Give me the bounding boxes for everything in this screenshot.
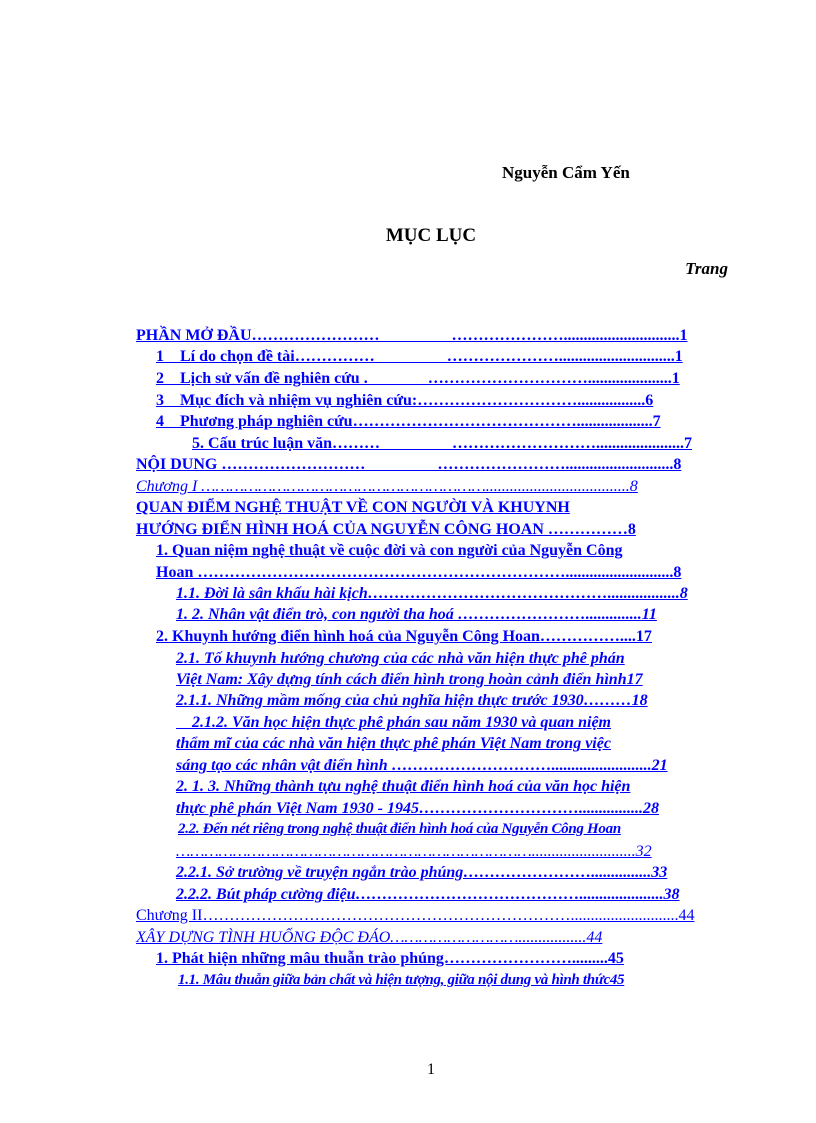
toc-entry-ch2-1-1[interactable]: 1.1. Mâu thuẫn giữa bản chất và hiện tượng, giữa nội dung và hình thức45 xyxy=(178,972,625,988)
toc-entry-2-2[interactable]: 2.2. Đến nét riêng trong nghệ thuật điển hình hoá của Nguyễn Công Hoan xyxy=(178,821,621,837)
toc-entry-chapter-1-title[interactable]: QUAN ĐIỂM NGHỆ THUẬT VỀ CON NGƯỜI VÀ KHUYNH xyxy=(136,499,570,516)
toc-entry-1[interactable]: 1 Lí do chọn đề tài…………… ………………….............................1 xyxy=(156,348,683,365)
toc-entry-2-main[interactable]: 2. Khuynh hướng điển hình hoá của Nguyễn Công Hoan……………....17 xyxy=(156,628,652,645)
toc-entry-2-1-2-cont2[interactable]: sáng tạo các nhân vật điển hình ………………………….........................21 xyxy=(176,757,668,774)
toc-entry-5[interactable]: 5. Cấu trúc luận văn……… ………………………......................7 xyxy=(192,435,693,452)
page-number: 1 xyxy=(427,1061,435,1078)
toc-entry-2[interactable]: 2 Lịch sử vấn đề nghiên cứu . ………………………….....................1 xyxy=(156,370,680,387)
toc-entry-2-1-2[interactable]: 2.1.2. Văn học hiện thực phê phán sau năm 1930 và quan niệm xyxy=(176,714,611,731)
toc-entry-ch2-1[interactable]: 1. Phát hiện những mâu thuẫn trào phúng…………………….........45 xyxy=(156,950,624,967)
toc-entry-chapter-1-title-cont[interactable]: HƯỚNG ĐIỂN HÌNH HOÁ CỦA NGUYỄN CÔNG HOAN ……………8 xyxy=(136,521,636,538)
toc-entry-2-2-2[interactable]: 2.2.2. Bút pháp cường điệu…………………………………….....................38 xyxy=(176,886,680,903)
toc-entry-1-1[interactable]: 1. Quan niệm nghệ thuật về cuộc đời và con người của Nguyễn Công xyxy=(156,542,623,559)
toc-entry-2-2-1[interactable]: 2.2.1. Sở trường về truyện ngắn trào phúng……………………...............33 xyxy=(176,864,668,881)
toc-entry-2-1-2-cont[interactable]: thẩm mĩ của các nhà văn hiện thực phê phán Việt Nam trong việc xyxy=(176,735,611,752)
toc-entry-2-2-cont[interactable]: …………………………………………………………………..........................32 xyxy=(176,843,652,860)
toc-entry-3[interactable]: 3 Mục đích và nhiệm vụ nghiên cứu:………………………….................6 xyxy=(156,392,654,409)
toc-entry-2-1-3[interactable]: 2. 1. 3. Những thành tựu nghệ thuật điển hình hoá của văn học hiện xyxy=(176,778,631,795)
toc-entry-intro[interactable]: PHẦN MỞ ĐẦU…………………… ………………….............................1 xyxy=(136,327,688,344)
page-title: MỤC LỤC xyxy=(385,225,477,246)
toc-entry-1-1-2[interactable]: 1. 2. Nhân vật điển trò, con người tha hoá ……………………..............11 xyxy=(176,606,657,623)
toc-entry-1-1-cont[interactable]: Hoan ……………………………………………………………...........................8 xyxy=(156,564,682,581)
toc-entry-2-1-1[interactable]: 2.1.1. Những mầm mống của chủ nghĩa hiện thực trước 1930………18 xyxy=(176,692,648,709)
toc-entry-2-1-cont[interactable]: Việt Nam: Xây dựng tính cách điển hình trong hoàn cảnh điển hình17 xyxy=(176,671,643,688)
toc-entry-chapter-2-title[interactable]: XÂY DỰNG TÌNH HUỐNG ĐỘC ĐÁO……………………….................44 xyxy=(136,929,603,946)
author-name: Nguyễn Cẩm Yến xyxy=(502,163,630,182)
toc-entry-2-1-3-cont[interactable]: thực phê phán Việt Nam 1930 - 1945…………………………................28 xyxy=(176,800,659,817)
toc-entry-1-1-1[interactable]: 1.1. Đời là sân khấu hài kịch………………………………………..................8 xyxy=(176,585,688,602)
page-column-label: Trang xyxy=(685,259,728,278)
toc-entry-content[interactable]: NỘI DUNG ……………………… ……………………...........................8 xyxy=(136,456,682,473)
toc-entry-4[interactable]: 4 Phương pháp nghiên cứu……………………………………...................7 xyxy=(156,413,661,430)
toc-entry-chapter-2[interactable]: Chương II……………………………………………………………...........................44 xyxy=(136,907,695,924)
toc-entry-2-1[interactable]: 2.1. Tố khuynh hướng chương của các nhà văn hiện thực phê phán xyxy=(176,650,625,667)
toc-entry-chapter-1[interactable]: Chương I ……………………………………………………....................................8 xyxy=(136,478,638,495)
